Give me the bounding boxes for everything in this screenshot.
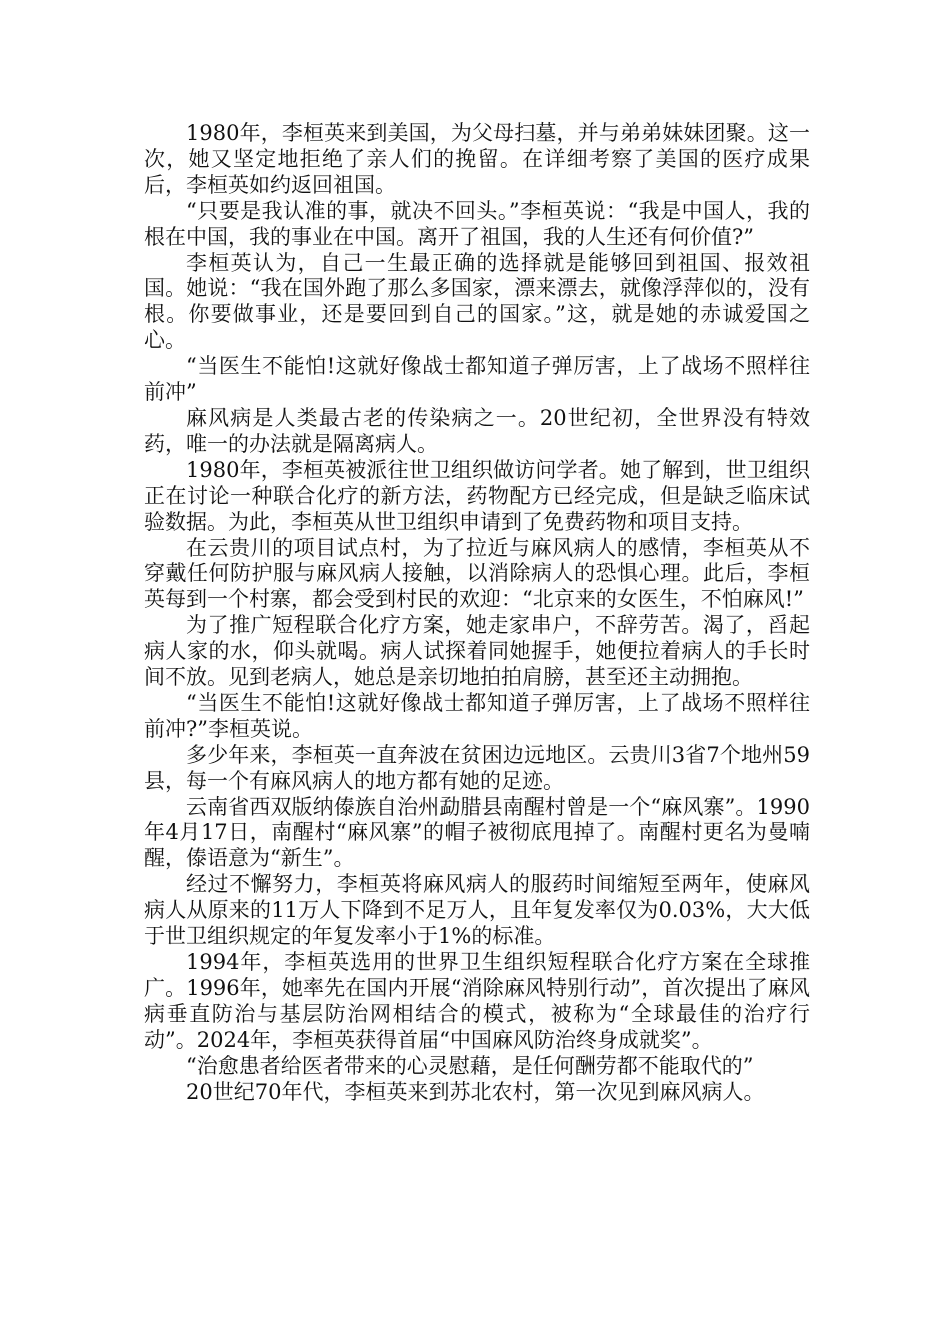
paragraph-3: 李桓英认为，自己一生最正确的选择就是能够回到祖国、报效祖国。她说：“我在国外跑了那么多国家，漂来漂去，就像浮萍似的，没有根。你要做事业，还是要回到自己的国家。”这，就是她的赤诚爱国之心。 — [144, 250, 810, 353]
paragraph-12: 经过不懈努力，李桓英将麻风病人的服药时间缩短至两年，使麻风病人从原来的11万人下降到不足万人，且年复发率仅为0.03%，大大低于世卫组织规定的年复发率小于1%的标准。 — [144, 872, 810, 949]
paragraph-2: “只要是我认准的事，就决不回头。”李桓英说：“我是中国人，我的根在中国，我的事业在中国。离开了祖国，我的人生还有何价值?” — [144, 198, 810, 249]
paragraph-8: 为了推广短程联合化疗方案，她走家串户，不辞劳苦。渴了，舀起病人家的水，仰头就喝。病人试探着同她握手，她便拉着病人的手长时间不放。见到老病人，她总是亲切地拍拍肩膀，甚至还主动拥抱。 — [144, 613, 810, 690]
paragraph-5: 麻风病是人类最古老的传染病之一。20世纪初，全世界没有特效药，唯一的办法就是隔离病人。 — [144, 405, 810, 456]
article-body — [144, 121, 810, 1105]
paragraph-7: 在云贵川的项目试点村，为了拉近与麻风病人的感情，李桓英从不穿戴任何防护服与麻风病人接触，以消除病人的恐惧心理。此后，李桓英每到一个村寨，都会受到村民的欢迎：“北京来的女医生，不怕麻风!” — [144, 535, 810, 612]
paragraph-6: 1980年，李桓英被派往世卫组织做访问学者。她了解到，世卫组织正在讨论一种联合化疗的新方法，药物配方已经完成，但是缺乏临床试验数据。为此，李桓英从世卫组织申请到了免费药物和项目支持。 — [144, 457, 810, 534]
paragraph-13: 1994年，李桓英选用的世界卫生组织短程联合化疗方案在全球推广。1996年，她率先在国内开展“消除麻风特别行动”，首次提出了麻风病垂直防治与基层防治网相结合的模式，被称为“全球最佳的治疗行动”。2024年，李桓英获得首届“中国麻风防治终身成就奖”。 — [144, 950, 810, 1052]
section-heading-2: “治愈患者给医者带来的心灵慰藉，是任何酬劳都不能取代的” — [186, 1053, 754, 1078]
paragraph-9: “当医生不能怕!这就好像战士都知道子弹厉害，上了战场不照样往前冲?”李桓英说。 — [144, 690, 810, 741]
paragraph-15: 20世纪70年代，李桓英来到苏北农村，第一次见到麻风病人。 — [186, 1079, 765, 1104]
paragraph-11: 云南省西双版纳傣族自治州勐腊县南醒村曾是一个“麻风寨”。1990年4月17日，南醒村“麻风寨”的帽子被彻底甩掉了。南醒村更名为曼喃醒，傣语意为“新生”。 — [144, 794, 810, 871]
paragraph-1: 1980年，李桓英来到美国，为父母扫墓，并与弟弟妹妹团聚。这一次，她又坚定地拒绝了亲人们的挽留。在详细考察了美国的医疗成果后，李桓英如约返回祖国。 — [144, 121, 810, 197]
paragraph-10: 多少年来，李桓英一直奔波在贫困边远地区。云贵川3省7个地州59县，每一个有麻风病人的地方都有她的足迹。 — [144, 742, 810, 793]
section-heading-1: “当医生不能怕!这就好像战士都知道子弹厉害，上了战场不照样往前冲” — [144, 354, 810, 405]
